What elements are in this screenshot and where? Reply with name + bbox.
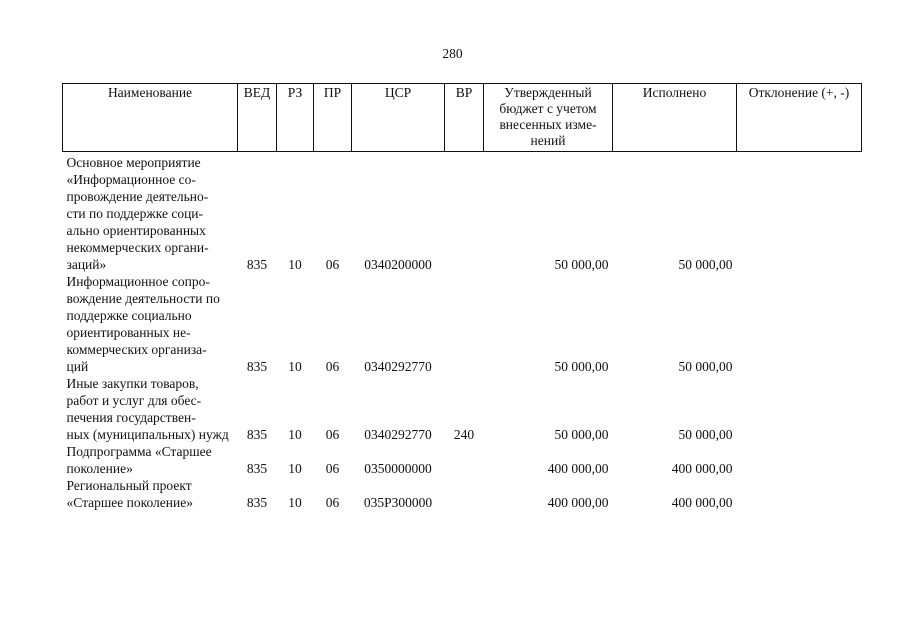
row-approved: 50 000,00 [554,427,609,442]
row-approved: 50 000,00 [554,359,609,374]
row-vr [445,273,484,375]
page-number: 280 [442,46,463,61]
row-deviation [737,477,862,511]
budget-execution-table [62,83,862,511]
row-name: Информационное сопро- вождение деятельности по поддержке социально ориентированных не- коммерческих организа- ций [66,274,220,374]
header-rz: РЗ [277,84,314,152]
table-header-row [63,84,862,152]
row-deviation [737,375,862,443]
row-rz: 10 [288,257,302,272]
row-csr: 0340292770 [364,359,432,374]
row-vr [445,443,484,477]
row-ved: 835 [246,495,268,510]
table-row [63,273,862,375]
row-ved: 835 [246,461,268,476]
row-deviation [737,273,862,375]
row-name: Региональный проект «Старшее поколение» [66,478,193,510]
row-vr: 240 [453,427,475,442]
row-pr: 06 [325,427,340,442]
row-ved: 835 [246,359,268,374]
row-executed: 400 000,00 [671,495,733,510]
row-executed: 50 000,00 [678,427,733,442]
row-executed: 50 000,00 [678,359,733,374]
row-pr: 06 [325,257,340,272]
table-row [63,443,862,477]
row-rz: 10 [288,359,302,374]
row-ved: 835 [246,257,268,272]
header-ved: ВЕД [238,84,277,152]
row-executed: 50 000,00 [678,257,733,272]
header-deviation: Отклонение (+, -) [737,84,862,152]
header-pr: ПР [314,84,352,152]
row-vr [445,477,484,511]
header-csr: ЦСР [352,84,445,152]
row-rz: 10 [288,495,302,510]
row-name: Основное мероприятие «Информационное со- провождение деятельно- сти по поддержке соци- ально ориентированных некоммерческих органи- заций» [66,155,209,272]
header-vr: ВР [445,84,484,152]
row-deviation [737,443,862,477]
row-approved: 400 000,00 [547,495,609,510]
row-csr: 0340200000 [364,257,432,272]
row-name: Подпрограмма «Старшее поколение» [66,444,212,476]
row-csr: 0340292770 [364,427,432,442]
row-rz: 10 [288,461,302,476]
row-deviation [737,152,862,274]
row-csr: 035P300000 [363,495,433,510]
row-executed: 400 000,00 [671,461,733,476]
header-name: Наименование [63,84,238,152]
table-row [63,477,862,511]
header-executed: Исполнено [613,84,737,152]
row-vr [445,152,484,274]
table-row [63,152,862,274]
row-rz: 10 [288,427,302,442]
header-approved-budget: Утвержденный бюджет с учетом внесенных изме- нений [484,84,613,152]
row-csr: 0350000000 [364,461,432,476]
row-name: Иные закупки товаров, работ и услуг для обес- печения государствен- ных (муниципальных) нужд [66,376,229,442]
row-approved: 50 000,00 [554,257,609,272]
row-approved: 400 000,00 [547,461,609,476]
row-ved: 835 [246,427,268,442]
row-pr: 06 [325,359,340,374]
row-pr: 06 [325,461,340,476]
row-pr: 06 [325,495,340,510]
table-row [63,375,862,443]
